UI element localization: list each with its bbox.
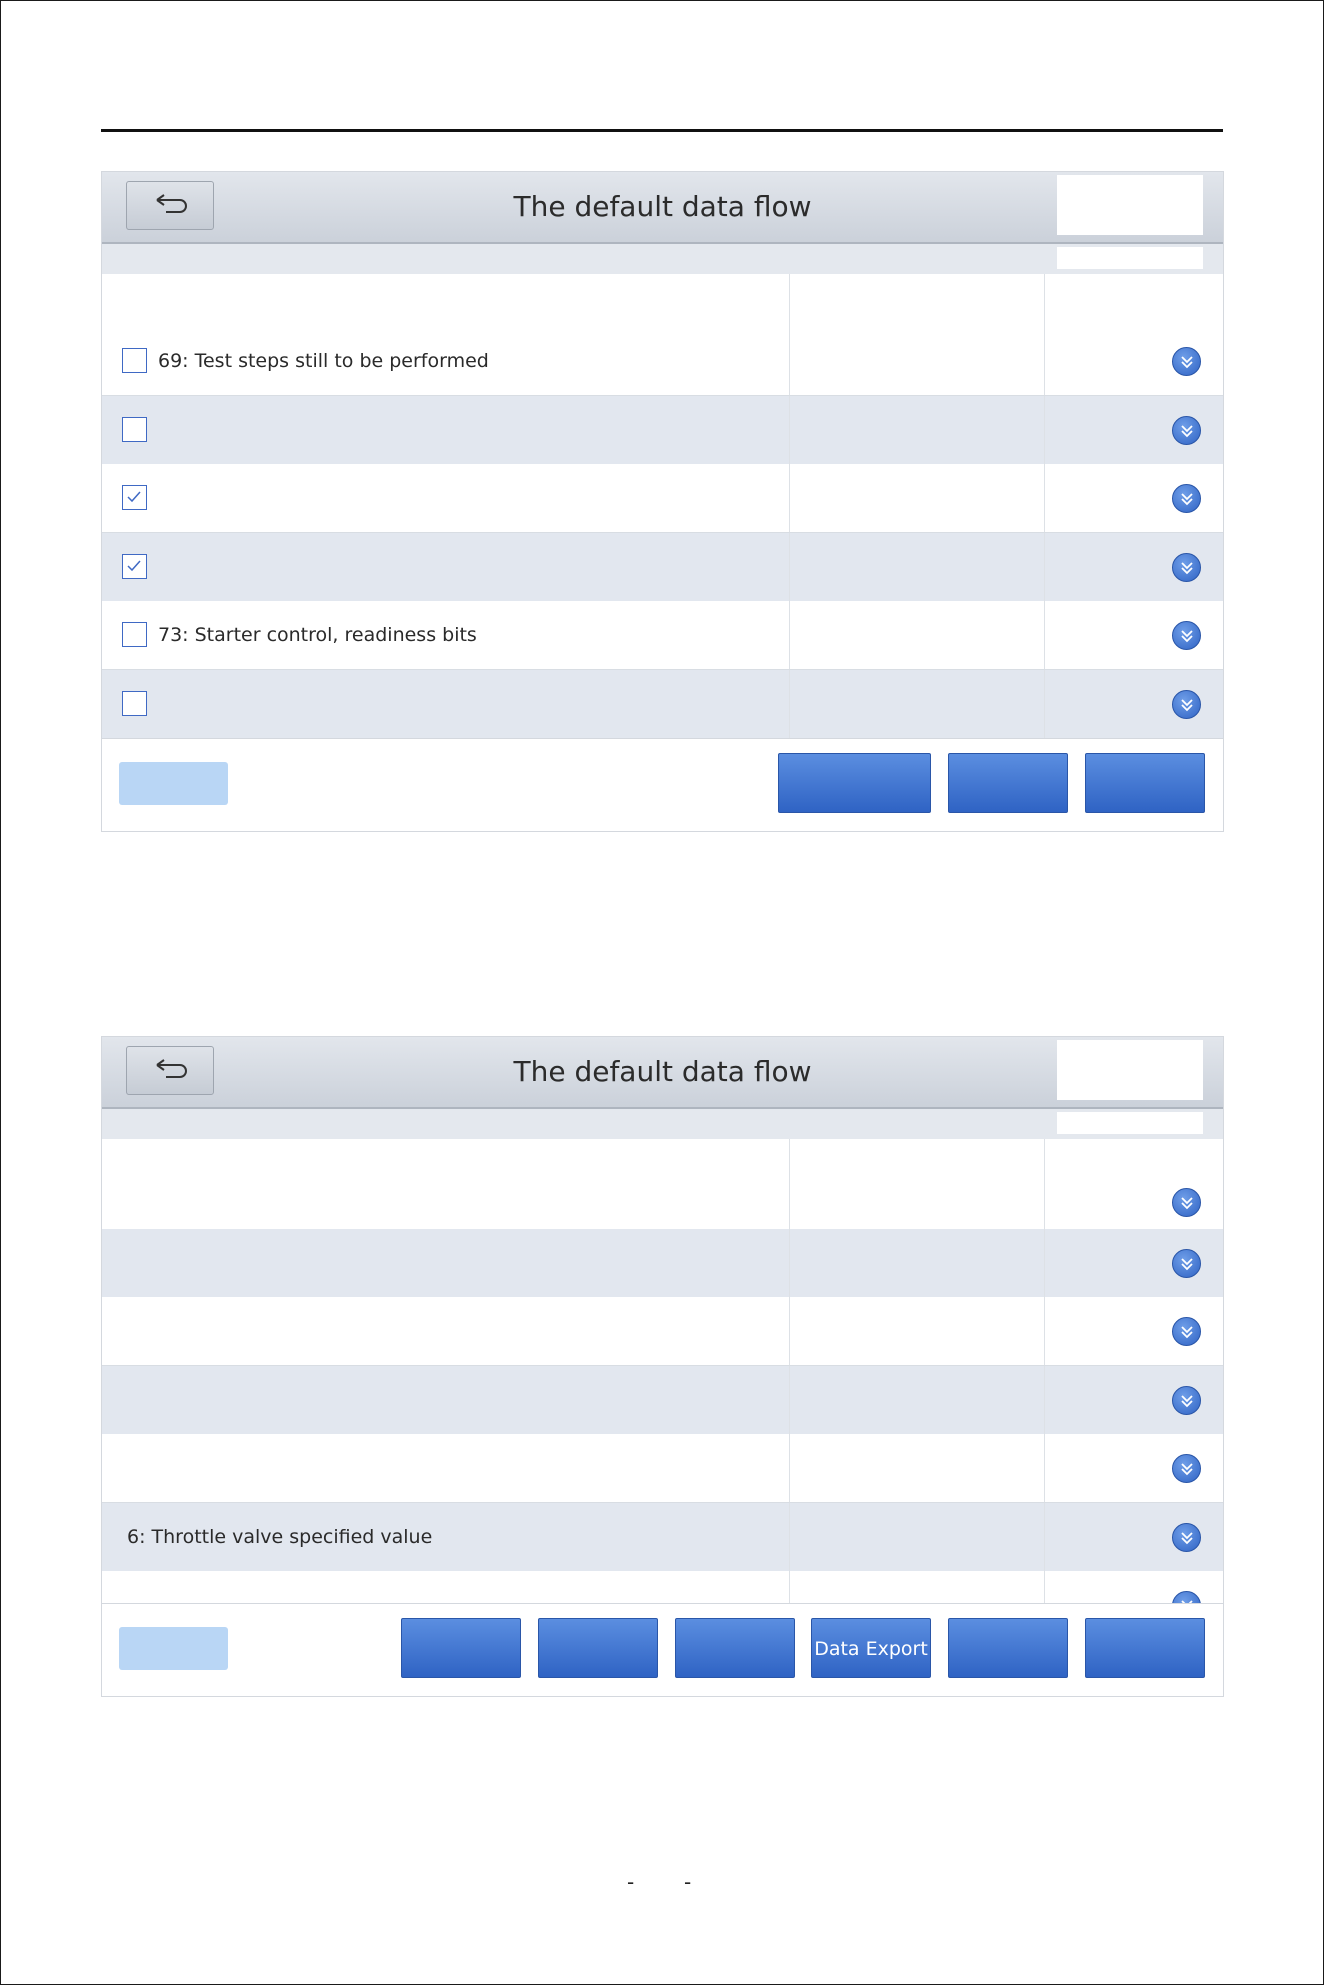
column-divider <box>789 464 790 532</box>
table-row[interactable] <box>102 1297 1223 1366</box>
screenshot-panel-2 <box>101 1036 1224 1697</box>
chevron-double-down-icon[interactable] <box>1172 416 1201 445</box>
table-row[interactable] <box>102 1229 1223 1298</box>
chevron-double-down-icon[interactable] <box>1172 1317 1201 1346</box>
chevron-double-down-icon[interactable] <box>1172 1249 1201 1278</box>
row-checkbox[interactable] <box>122 554 147 579</box>
column-divider <box>1044 396 1045 464</box>
table-row[interactable] <box>102 1175 1223 1230</box>
chevron-double-down-icon[interactable] <box>1172 621 1201 650</box>
toolbar-button[interactable] <box>778 753 931 813</box>
row-checkbox[interactable] <box>122 622 147 647</box>
table-row[interactable] <box>102 464 1223 533</box>
page-title: The default data flow <box>513 1055 812 1088</box>
table-row[interactable] <box>102 327 1223 396</box>
footer-toolbar <box>102 738 1223 832</box>
title-bar <box>102 1037 1223 1109</box>
checkmark-icon <box>126 489 142 505</box>
chevron-double-down-icon[interactable] <box>1172 1386 1201 1415</box>
chevron-double-down-icon[interactable] <box>1172 347 1201 376</box>
column-divider <box>789 396 790 464</box>
column-divider <box>1044 670 1045 738</box>
chevron-double-down-icon[interactable] <box>1172 484 1201 513</box>
chevron-double-down-icon[interactable] <box>1172 1454 1201 1483</box>
screenshot-panel-1 <box>101 171 1224 832</box>
column-divider <box>789 327 790 395</box>
toolbar-button[interactable] <box>948 753 1068 813</box>
select-button[interactable] <box>119 762 228 805</box>
page-number-right-dash: - <box>684 1870 692 1894</box>
row-checkbox[interactable] <box>122 691 147 716</box>
row-checkbox[interactable] <box>122 417 147 442</box>
title-blank-box <box>1057 1040 1203 1100</box>
toolbar-button[interactable] <box>538 1618 658 1678</box>
sub-header-blank-box <box>1057 1112 1203 1134</box>
table-row[interactable] <box>102 1434 1223 1503</box>
select-button[interactable] <box>119 1627 228 1670</box>
checkmark-icon <box>126 558 142 574</box>
column-divider <box>1044 601 1045 669</box>
page-number-left-dash: - <box>627 1870 635 1894</box>
toolbar-button[interactable]: Data Export <box>811 1618 931 1678</box>
title-bar <box>102 172 1223 244</box>
row-label: 73: Starter control, readiness bits <box>158 624 477 646</box>
column-header-row <box>102 274 1223 311</box>
sub-header-bar <box>102 1109 1223 1139</box>
toolbar-button[interactable] <box>948 1618 1068 1678</box>
table-row[interactable] <box>102 1366 1223 1435</box>
table-row[interactable] <box>102 533 1223 602</box>
row-label: 6: Throttle valve specified value <box>127 1525 433 1548</box>
sub-header-bar <box>102 244 1223 274</box>
page-title: The default data flow <box>513 190 812 223</box>
chevron-double-down-icon[interactable] <box>1172 1188 1201 1217</box>
toolbar-button[interactable] <box>1085 753 1205 813</box>
column-divider <box>1044 533 1045 601</box>
table-row[interactable] <box>102 601 1223 670</box>
column-divider <box>1044 327 1045 395</box>
title-blank-box <box>1057 175 1203 235</box>
chevron-double-down-icon[interactable] <box>1172 1523 1201 1552</box>
toolbar-button[interactable] <box>401 1618 521 1678</box>
header-rule <box>101 129 1223 132</box>
chevron-double-down-icon[interactable] <box>1172 690 1201 719</box>
table-row[interactable] <box>102 670 1223 739</box>
row-label: 69: Test steps still to be performed <box>158 350 489 372</box>
toolbar-button[interactable] <box>1085 1618 1205 1678</box>
toolbar-button[interactable] <box>675 1618 795 1678</box>
column-divider <box>789 274 790 310</box>
chevron-double-down-icon[interactable] <box>1172 553 1201 582</box>
column-divider <box>789 310 790 327</box>
sub-header-blank-box <box>1057 247 1203 269</box>
column-divider <box>789 670 790 738</box>
footer-toolbar <box>102 1603 1223 1697</box>
row-checkbox[interactable] <box>122 348 147 373</box>
row-checkbox[interactable] <box>122 485 147 510</box>
column-divider <box>1044 464 1045 532</box>
table-row[interactable] <box>102 396 1223 465</box>
column-divider <box>789 533 790 601</box>
column-divider <box>1044 274 1045 310</box>
column-divider <box>789 601 790 669</box>
table-row[interactable] <box>102 1503 1223 1572</box>
header-gap-row <box>102 310 1223 328</box>
column-divider <box>1044 310 1045 327</box>
